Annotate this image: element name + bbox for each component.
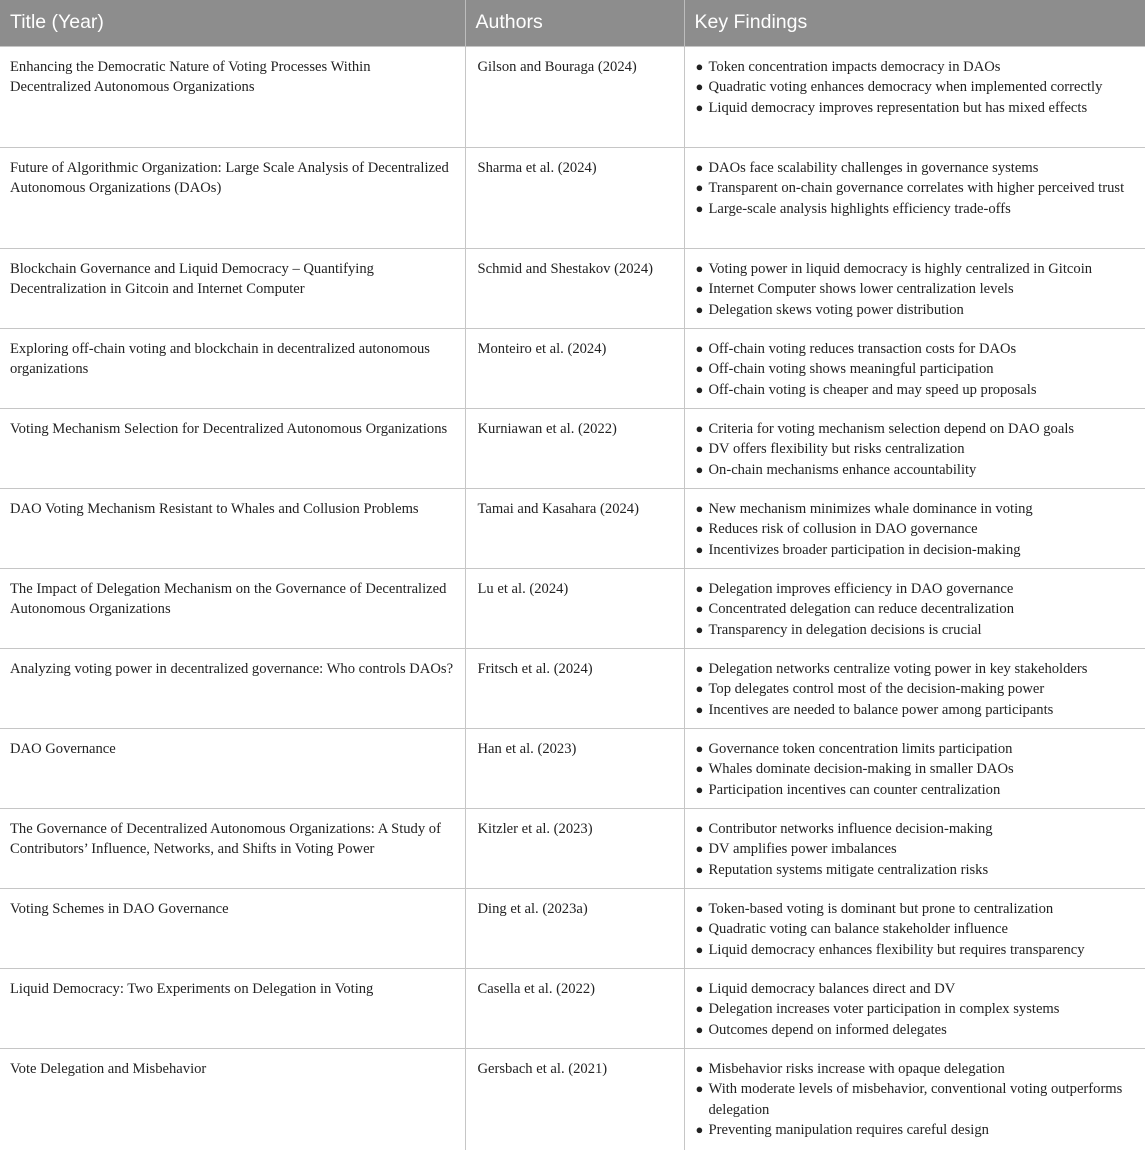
bullet-icon: ●	[695, 99, 704, 115]
findings-list	[695, 259, 1142, 321]
cell-title: The Governance of Decentralized Autonomous Organizations: A Study of Contributors’ Influence, Networks, and Shifts in Voting Power	[0, 808, 465, 888]
finding-text: DAOs face scalability challenges in governance systems	[708, 159, 1039, 176]
bullet-icon: ●	[695, 340, 704, 356]
cell-title: The Impact of Delegation Mechanism on the Governance of Decentralized Autonomous Organizations	[0, 568, 465, 648]
finding-text: Misbehavior risks increase with opaque delegation	[708, 1060, 1005, 1077]
finding-text: Delegation improves efficiency in DAO governance	[708, 580, 1014, 597]
cell-key-findings	[684, 248, 1145, 328]
bullet-icon: ●	[695, 660, 704, 676]
finding-item	[695, 419, 1142, 440]
finding-text: Outcomes depend on informed delegates	[708, 1021, 947, 1038]
bullet-icon: ●	[695, 580, 704, 596]
finding-text: Delegation increases voter participation in complex systems	[708, 1001, 1060, 1017]
findings-list	[695, 419, 1142, 481]
bullet-icon: ●	[695, 781, 704, 797]
finding-item	[695, 999, 1142, 1020]
finding-item	[695, 259, 1142, 280]
cell-key-findings	[684, 568, 1145, 648]
finding-text: Off-chain voting is cheaper and may speed up proposals	[708, 381, 1037, 398]
finding-item	[695, 339, 1142, 360]
finding-item	[695, 77, 1142, 98]
bullet-icon: ●	[695, 200, 704, 216]
bullet-icon: ●	[695, 921, 704, 936]
cell-authors: Kitzler et al. (2023)	[465, 808, 684, 888]
bullet-icon: ●	[695, 900, 704, 916]
table-row	[0, 728, 1145, 808]
finding-item	[695, 1059, 1142, 1080]
finding-item	[695, 940, 1142, 961]
finding-item	[695, 979, 1142, 1000]
bullet-icon: ●	[695, 381, 704, 397]
bullet-icon: ●	[695, 841, 704, 856]
bullet-icon: ●	[695, 79, 704, 94]
cell-authors: Gersbach et al. (2021)	[465, 1048, 684, 1150]
cell-key-findings	[684, 46, 1145, 147]
finding-text: Token concentration impacts democracy in DAOs	[708, 58, 1001, 75]
bullet-icon: ●	[695, 260, 704, 276]
cell-authors: Monteiro et al. (2024)	[465, 328, 684, 408]
bullet-icon: ●	[695, 301, 704, 317]
cell-title: DAO Voting Mechanism Resistant to Whales and Collusion Problems	[0, 488, 465, 568]
header-authors: Authors	[465, 0, 684, 46]
bullet-icon: ●	[695, 461, 704, 477]
finding-item	[695, 57, 1142, 78]
finding-item	[695, 519, 1142, 540]
table-header	[0, 0, 1145, 46]
finding-item	[695, 659, 1142, 680]
table-row	[0, 1048, 1145, 1150]
finding-text: Internet Computer shows lower centralization levels	[708, 281, 1014, 297]
finding-item	[695, 98, 1142, 119]
finding-item	[695, 380, 1142, 401]
cell-key-findings	[684, 488, 1145, 568]
bullet-icon: ●	[695, 180, 704, 195]
finding-item	[695, 178, 1142, 199]
cell-authors: Kurniawan et al. (2022)	[465, 408, 684, 488]
finding-item	[695, 679, 1142, 700]
finding-item	[695, 279, 1142, 300]
cell-title: Voting Schemes in DAO Governance	[0, 888, 465, 968]
finding-text: Incentives are needed to balance power among participants	[708, 701, 1054, 718]
finding-text: Liquid democracy improves representation but has mixed effects	[708, 99, 1088, 116]
table-row	[0, 808, 1145, 888]
finding-text: Voting power in liquid democracy is highly centralized in Gitcoin	[708, 260, 1093, 277]
finding-text: Preventing manipulation requires careful design	[708, 1122, 989, 1138]
cell-title: Vote Delegation and Misbehavior	[0, 1048, 465, 1150]
finding-item	[695, 499, 1142, 520]
finding-text: Reputation systems mitigate centralization risks	[708, 861, 989, 878]
findings-list	[695, 739, 1142, 801]
cell-authors: Casella et al. (2022)	[465, 968, 684, 1048]
finding-text: On-chain mechanisms enhance accountability	[708, 461, 977, 478]
finding-item	[695, 899, 1142, 920]
findings-list	[695, 339, 1142, 401]
finding-text: Incentivizes broader participation in decision-making	[708, 541, 1021, 558]
cell-authors: Ding et al. (2023a)	[465, 888, 684, 968]
table-row	[0, 46, 1145, 147]
cell-title: Blockchain Governance and Liquid Democracy – Quantifying Decentralization in Gitcoin and Internet Computer	[0, 248, 465, 328]
bullet-icon: ●	[695, 1021, 704, 1037]
finding-text: Transparent on-chain governance correlates with higher perceived trust	[708, 180, 1125, 196]
finding-item	[695, 860, 1142, 881]
cell-title: Enhancing the Democratic Nature of Voting Processes Within Decentralized Autonomous Organizations	[0, 46, 465, 147]
finding-text: DV offers flexibility but risks centralization	[708, 441, 965, 457]
finding-text: Concentrated delegation can reduce decentralization	[708, 601, 1014, 617]
header-title: Title (Year)	[0, 0, 465, 46]
finding-text: Reduces risk of collusion in DAO governance	[708, 521, 978, 537]
findings-list	[695, 499, 1142, 561]
findings-list	[695, 979, 1142, 1041]
bullet-icon: ●	[695, 820, 704, 836]
finding-text: Off-chain voting reduces transaction costs for DAOs	[708, 340, 1017, 357]
bullet-icon: ●	[695, 701, 704, 717]
findings-list	[695, 659, 1142, 721]
finding-text: Liquid democracy balances direct and DV	[708, 980, 956, 997]
cell-title: Voting Mechanism Selection for Decentralized Autonomous Organizations	[0, 408, 465, 488]
cell-key-findings	[684, 147, 1145, 248]
finding-item	[695, 919, 1142, 940]
table-row	[0, 248, 1145, 328]
finding-item	[695, 199, 1142, 220]
bullet-icon: ●	[695, 361, 704, 376]
finding-text: With moderate levels of misbehavior, conventional voting outperforms delegation	[708, 1081, 1123, 1118]
cell-key-findings	[684, 888, 1145, 968]
bullet-icon: ●	[695, 1081, 704, 1096]
finding-text: Top delegates control most of the decision-making power	[708, 681, 1045, 697]
finding-item	[695, 620, 1142, 641]
cell-title: Analyzing voting power in decentralized governance: Who controls DAOs?	[0, 648, 465, 728]
bullet-icon: ●	[695, 521, 704, 536]
cell-key-findings	[684, 968, 1145, 1048]
findings-list	[695, 579, 1142, 641]
bullet-icon: ●	[695, 420, 704, 436]
finding-text: Token-based voting is dominant but prone to centralization	[708, 900, 1054, 917]
bullet-icon: ●	[695, 541, 704, 557]
findings-list	[695, 57, 1142, 119]
cell-authors: Sharma et al. (2024)	[465, 147, 684, 248]
bullet-icon: ●	[695, 1060, 704, 1076]
bullet-icon: ●	[695, 159, 704, 175]
cell-key-findings	[684, 1048, 1145, 1150]
finding-item	[695, 759, 1142, 780]
bullet-icon: ●	[695, 621, 704, 637]
finding-item	[695, 158, 1142, 179]
cell-authors: Schmid and Shestakov (2024)	[465, 248, 684, 328]
cell-title: DAO Governance	[0, 728, 465, 808]
bullet-icon: ●	[695, 1001, 704, 1016]
cell-authors: Gilson and Bouraga (2024)	[465, 46, 684, 147]
findings-list	[695, 899, 1142, 961]
finding-text: Quadratic voting enhances democracy when implemented correctly	[708, 79, 1103, 95]
table-row	[0, 968, 1145, 1048]
bullet-icon: ●	[695, 761, 704, 776]
finding-item	[695, 439, 1142, 460]
bullet-icon: ●	[695, 281, 704, 296]
table-row	[0, 408, 1145, 488]
table-row	[0, 147, 1145, 248]
cell-key-findings	[684, 808, 1145, 888]
table-row	[0, 648, 1145, 728]
finding-item	[695, 1079, 1142, 1120]
bullet-icon: ●	[695, 500, 704, 516]
findings-list	[695, 1059, 1142, 1141]
finding-text: Liquid democracy enhances flexibility but requires transparency	[708, 941, 1085, 958]
finding-item	[695, 1020, 1142, 1041]
cell-key-findings	[684, 648, 1145, 728]
cell-authors: Lu et al. (2024)	[465, 568, 684, 648]
finding-item	[695, 460, 1142, 481]
finding-text: Large-scale analysis highlights efficiency trade-offs	[708, 200, 1011, 217]
findings-list	[695, 158, 1142, 220]
finding-item	[695, 540, 1142, 561]
findings-list	[695, 819, 1142, 881]
finding-text: Criteria for voting mechanism selection depend on DAO goals	[708, 420, 1075, 437]
finding-item	[695, 839, 1142, 860]
finding-item	[695, 300, 1142, 321]
finding-text: Transparency in delegation decisions is crucial	[708, 621, 982, 638]
finding-text: Off-chain voting shows meaningful participation	[708, 361, 994, 377]
finding-text: DV amplifies power imbalances	[708, 841, 897, 857]
cell-authors: Tamai and Kasahara (2024)	[465, 488, 684, 568]
finding-text: Participation incentives can counter centralization	[708, 781, 1001, 798]
cell-title: Exploring off-chain voting and blockchain in decentralized autonomous organizations	[0, 328, 465, 408]
bullet-icon: ●	[695, 1122, 704, 1137]
cell-key-findings	[684, 408, 1145, 488]
finding-text: Quadratic voting can balance stakeholder influence	[708, 921, 1008, 937]
cell-key-findings	[684, 728, 1145, 808]
cell-authors: Han et al. (2023)	[465, 728, 684, 808]
cell-title: Liquid Democracy: Two Experiments on Delegation in Voting	[0, 968, 465, 1048]
header-row	[0, 0, 1145, 46]
finding-item	[695, 780, 1142, 801]
finding-item	[695, 739, 1142, 760]
bullet-icon: ●	[695, 441, 704, 456]
cell-key-findings	[684, 328, 1145, 408]
finding-text: Governance token concentration limits participation	[708, 740, 1013, 757]
bullet-icon: ●	[695, 58, 704, 74]
cell-authors: Fritsch et al. (2024)	[465, 648, 684, 728]
finding-item	[695, 359, 1142, 380]
finding-item	[695, 1120, 1142, 1141]
bullet-icon: ●	[695, 681, 704, 696]
finding-item	[695, 579, 1142, 600]
finding-item	[695, 819, 1142, 840]
bullet-icon: ●	[695, 601, 704, 616]
bullet-icon: ●	[695, 861, 704, 877]
bullet-icon: ●	[695, 740, 704, 756]
table-row	[0, 568, 1145, 648]
finding-item	[695, 599, 1142, 620]
finding-text: Contributor networks influence decision-making	[708, 820, 993, 837]
finding-text: Whales dominate decision-making in smaller DAOs	[708, 761, 1014, 777]
bullet-icon: ●	[695, 941, 704, 957]
table-row	[0, 328, 1145, 408]
finding-text: Delegation networks centralize voting power in key stakeholders	[708, 660, 1088, 677]
table-row	[0, 488, 1145, 568]
finding-item	[695, 700, 1142, 721]
header-key-findings: Key Findings	[684, 0, 1145, 46]
finding-text: New mechanism minimizes whale dominance in voting	[708, 500, 1033, 517]
bullet-icon: ●	[695, 980, 704, 996]
finding-text: Delegation skews voting power distribution	[708, 301, 964, 318]
table-body	[0, 46, 1145, 1150]
table-row	[0, 888, 1145, 968]
cell-title: Future of Algorithmic Organization: Large Scale Analysis of Decentralized Autonomous Organizations (DAOs)	[0, 147, 465, 248]
